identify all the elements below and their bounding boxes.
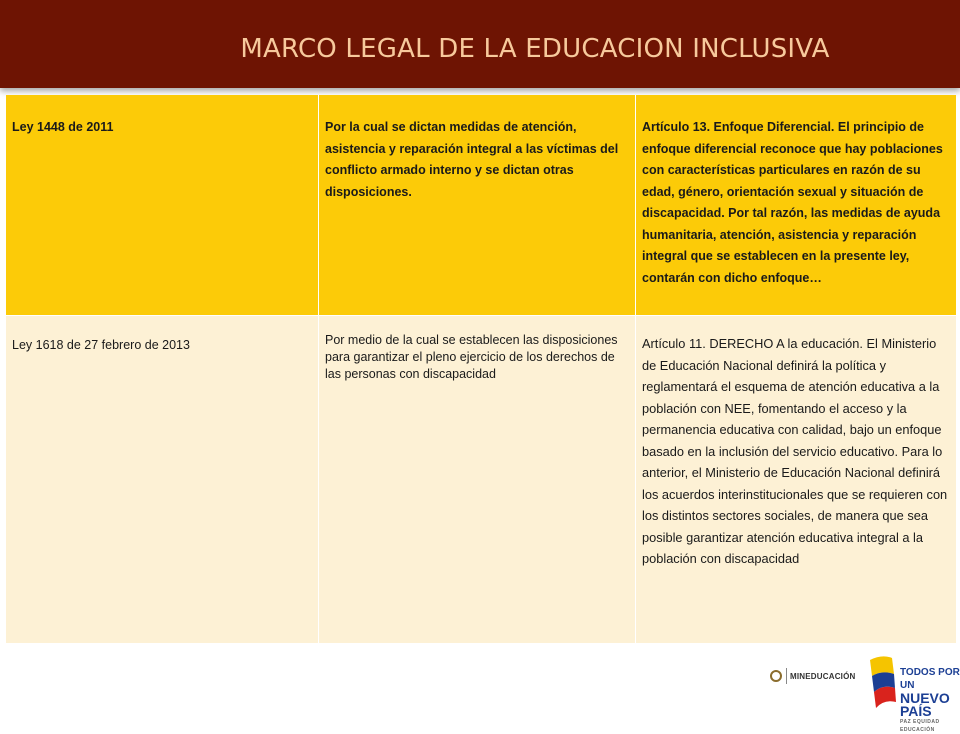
government-slogan-logo bbox=[900, 666, 960, 734]
slogan-line1: TODOS POR UN bbox=[900, 667, 960, 691]
logo-divider bbox=[786, 668, 787, 684]
slogan-line3: PAZ EQUIDAD EDUCACIÓN bbox=[900, 719, 940, 733]
law-cell: Ley 1448 de 2011 bbox=[6, 95, 319, 315]
ministry-logo-text: MINEDUCACIÓN bbox=[790, 671, 856, 681]
footer-logos bbox=[740, 652, 960, 733]
slide-header bbox=[0, 0, 960, 88]
slide-title: MARCO LEGAL DE LA EDUCACION INCLUSIVA bbox=[240, 34, 830, 64]
article-cell: Artículo 11. DERECHO A la educación. El Ministerio de Educación Nacional definirá la política y reglamentará el esquema de atención educativa a la población con NEE, fomentando el acceso y la permanencia educativa con calidad, bajo un enfoque basado en la inclusión del servicio educativo. Para lo anterior, el Ministerio de Educación Nacional definirá los acuerdos interinstitucionales que se requieren con los distintos sectores sociales, de manera que sea posible garantizar atención educativa integral a la población con discapacidad bbox=[642, 336, 948, 566]
description-cell: Por la cual se dictan medidas de atención, asistencia y reparación integral a las víctimas del conflicto armado interno y se dictan otras disposiciones. bbox=[319, 95, 636, 315]
slogan-line2: NUEVO PAÍS bbox=[900, 690, 950, 719]
ministry-logo bbox=[770, 666, 856, 686]
legal-framework-table bbox=[6, 95, 956, 644]
coat-of-arms-icon bbox=[770, 670, 782, 682]
table-row bbox=[6, 95, 956, 316]
article-cell: Artículo 13. Enfoque Diferencial. El principio de enfoque diferencial reconoce que hay poblaciones con características particulares en razón de su edad, género, orientación sexual y situación de discapacidad. Por tal razón, las medidas de ayuda humanitaria, atención, asistencia y reparación integral que se establecen en la presente ley, contarán con dicho enfoque… bbox=[642, 120, 943, 285]
law-cell: Ley 1618 de 27 febrero de 2013 bbox=[6, 316, 319, 643]
colombia-flag-icon bbox=[866, 652, 898, 714]
description-cell: Por medio de la cual se establecen las disposiciones para garantizar el pleno ejercicio de los derechos de las personas con discapacidad bbox=[319, 316, 636, 643]
table-row bbox=[6, 316, 956, 644]
